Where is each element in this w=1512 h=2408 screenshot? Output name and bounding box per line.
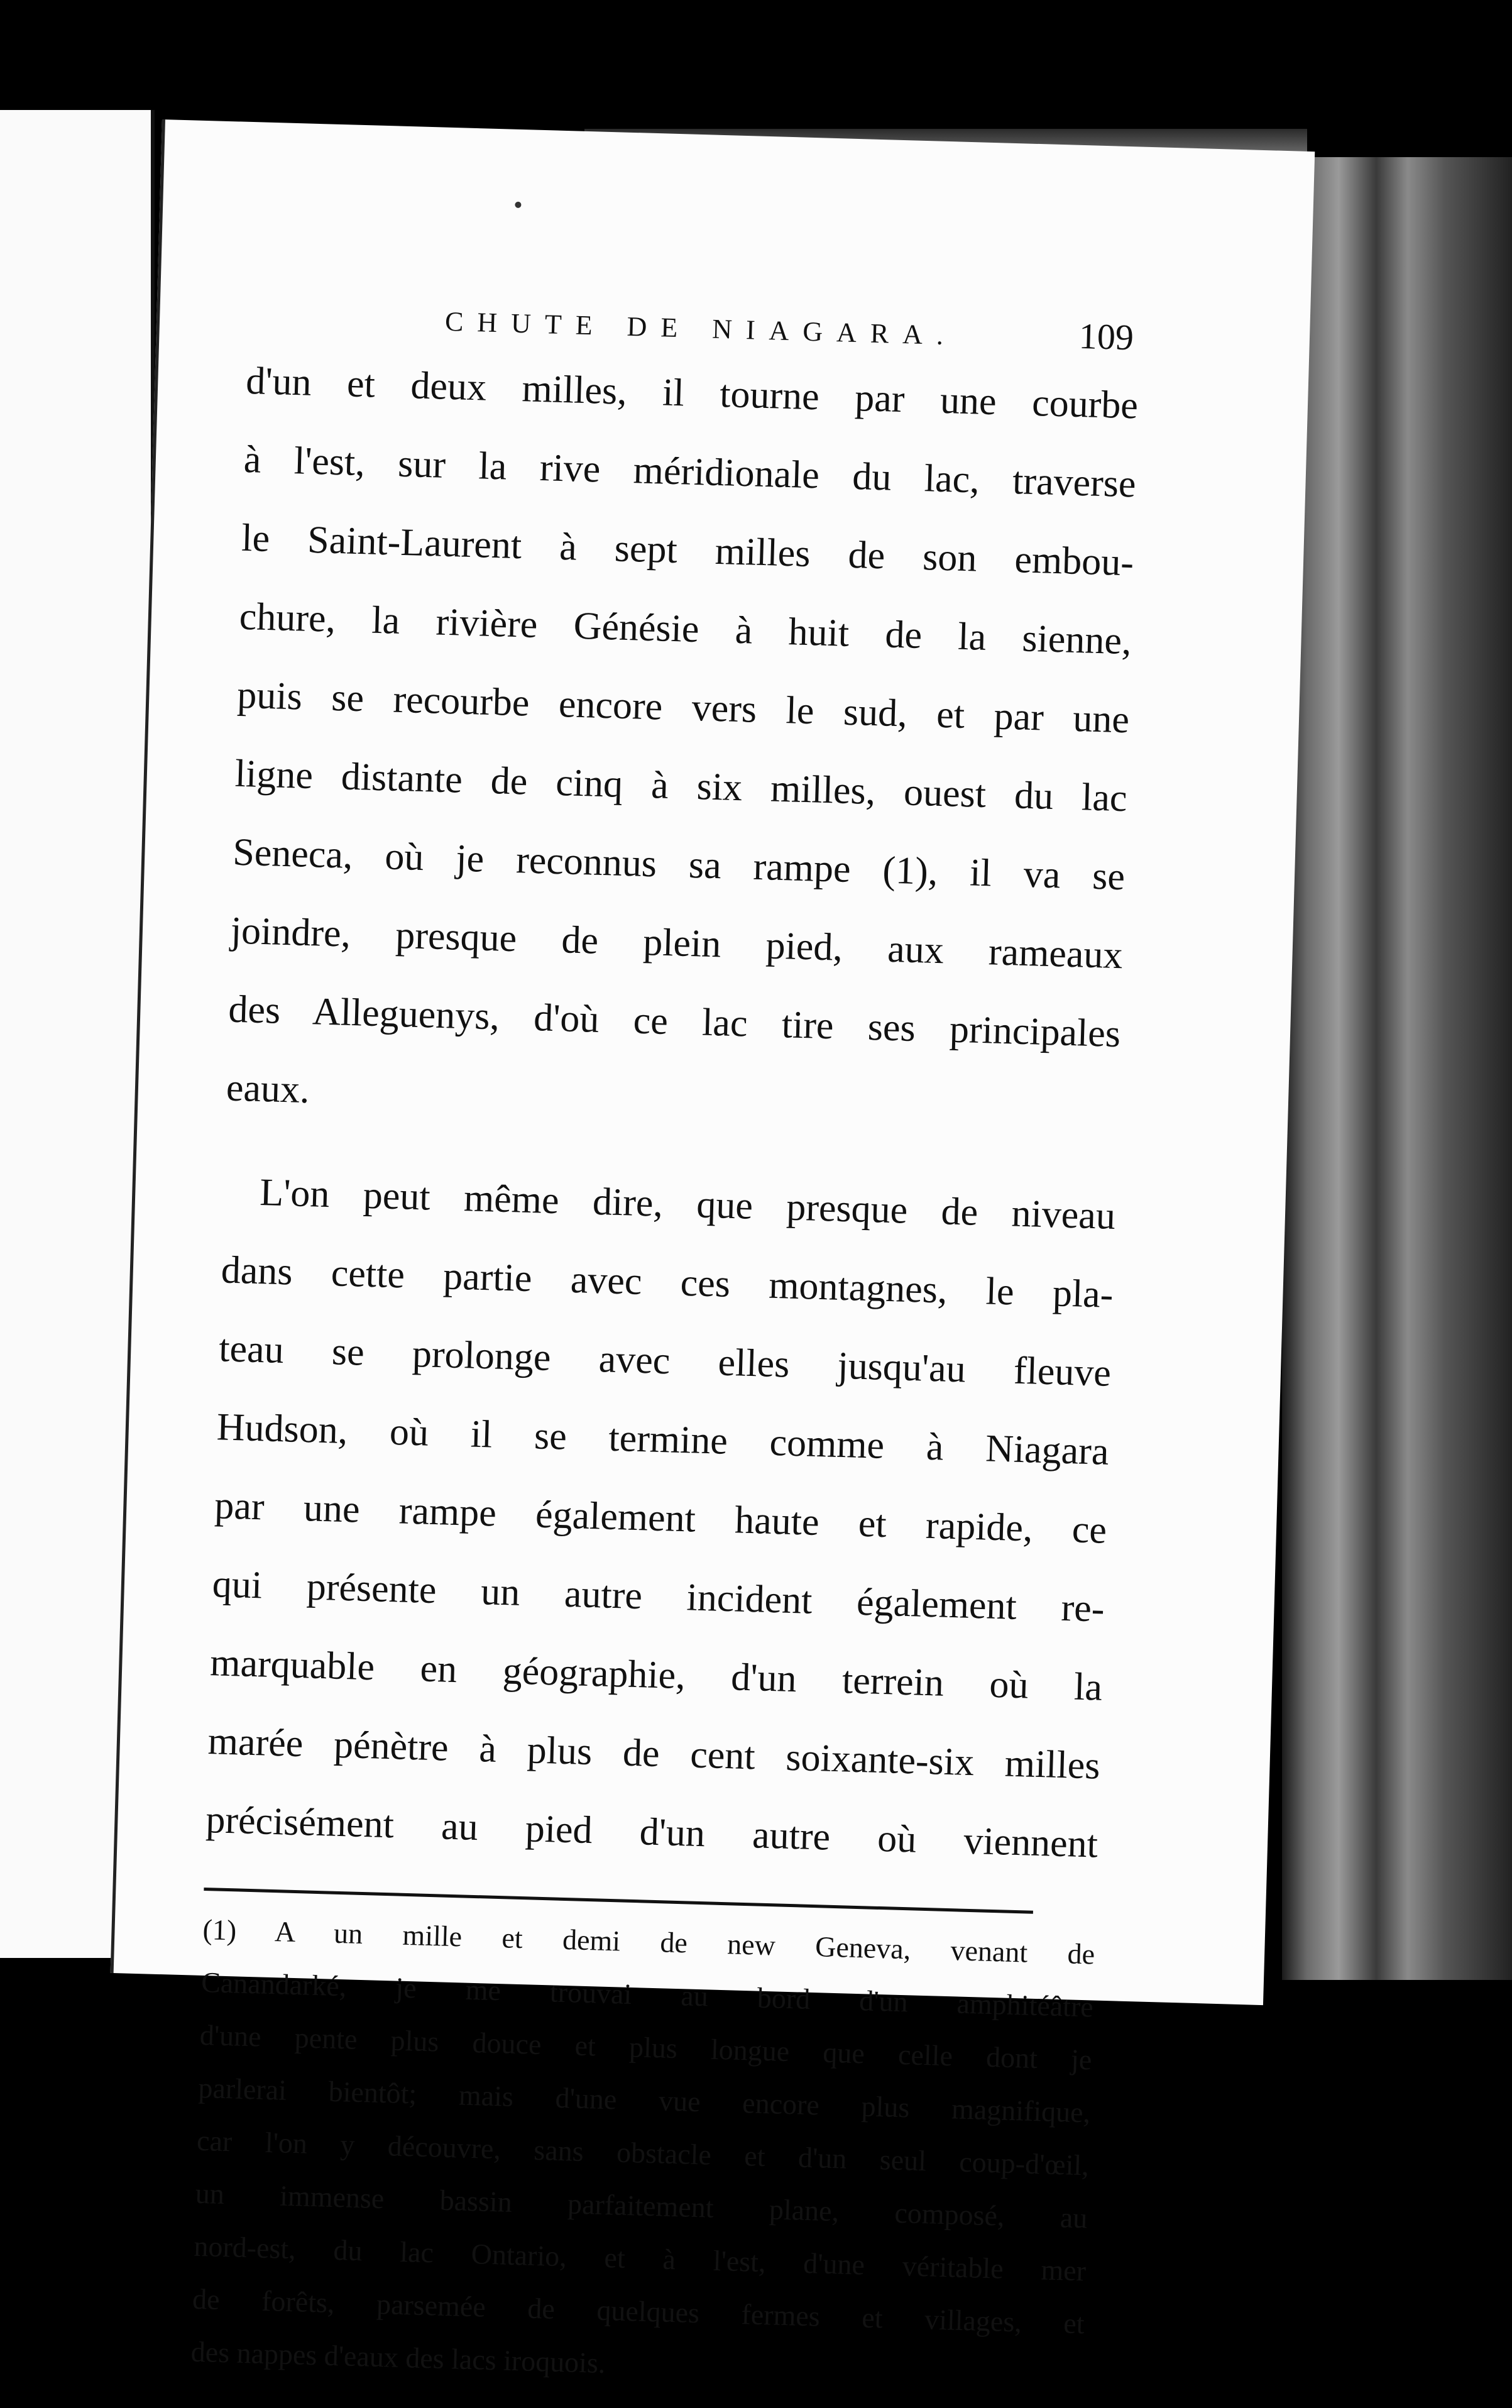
text-line: qui présente un autre incident également re- <box>212 1563 1105 1630</box>
text-line: joindre, presque de plein pied, aux rameaux <box>230 909 1124 977</box>
footnote <box>190 1903 1096 2403</box>
footnote-line: de forêts, parsemée de quelques fermes et villages, et <box>192 2282 1085 2340</box>
book-page <box>111 119 1315 2380</box>
text-line: ligne distante de cinq à six milles, ouest du lac <box>234 752 1128 820</box>
text-line: chure, la rivière Génésie à huit de la sienne, <box>239 595 1132 663</box>
footnote-line: parlerai bientôt; mais d'une vue encore plus magnifique, <box>197 2071 1091 2129</box>
paragraph <box>225 342 1139 1152</box>
text-line: par une rampe également haute et rapide, ce <box>214 1484 1107 1552</box>
body-text <box>205 342 1139 1884</box>
text-line: le Saint-Laurent à sept milles de son embou- <box>241 516 1134 585</box>
text-line: eaux. <box>226 1066 310 1112</box>
footnote-line: d'une pente plus douce et plus longue que celle dont je <box>199 2018 1093 2076</box>
text-line: marquable en géographie, d'un terrein où la <box>209 1641 1103 1709</box>
text-line: dans cette partie avec ces montagnes, le pla- <box>220 1248 1114 1316</box>
footnote-line: nord-est, du lac Ontario, et à l'est, d'une véritable mer <box>193 2229 1087 2287</box>
footnote-line: car l'on y découvre, sans obstacle et d'un seul coup-d'œil, <box>196 2124 1090 2182</box>
ink-dot <box>515 202 521 208</box>
running-title: CHUTE DE NIAGARA. <box>444 305 958 351</box>
text-line: Seneca, où je reconnus sa rampe (1), il va se <box>232 830 1126 899</box>
page-number: 109 <box>1078 315 1134 358</box>
paragraph <box>205 1152 1117 1884</box>
text-line: précisément au pied d'un autre où viennent <box>205 1798 1098 1866</box>
footnote-line: (1) A un mille et demi de new Geneva, venant de <box>202 1913 1095 1971</box>
footnote-line: un immense bassin parfaitement plane, composé, au <box>195 2177 1088 2235</box>
footnote-line: Canandarké, je me trouvai au bord d'un amphitéâtre <box>200 1965 1094 2023</box>
text-line: L'on peut même dire, que presque de niveau <box>259 1171 1116 1238</box>
text-line: des Alleguenys, d'où ce lac tire ses principales <box>227 987 1121 1056</box>
footnote-line: des nappes d'eaux des lacs iroquois. <box>190 2335 606 2380</box>
text-line: Hudson, où il se termine comme à Niagara <box>216 1405 1110 1473</box>
text-line: d'un et deux milles, il tourne par une courbe <box>245 359 1139 427</box>
text-line: puis se recourbe encore vers le sud, et par une <box>236 673 1130 742</box>
text-line: marée pénètre à plus de cent soixante-six milles <box>207 1720 1101 1788</box>
text-line: teau se prolonge avec elles jusqu'au fleuve <box>218 1327 1112 1395</box>
page-content <box>190 292 1141 2403</box>
text-line: à l'est, sur la rive méridionale du lac, traverse <box>243 437 1137 506</box>
right-page-edges <box>1282 157 1512 1980</box>
